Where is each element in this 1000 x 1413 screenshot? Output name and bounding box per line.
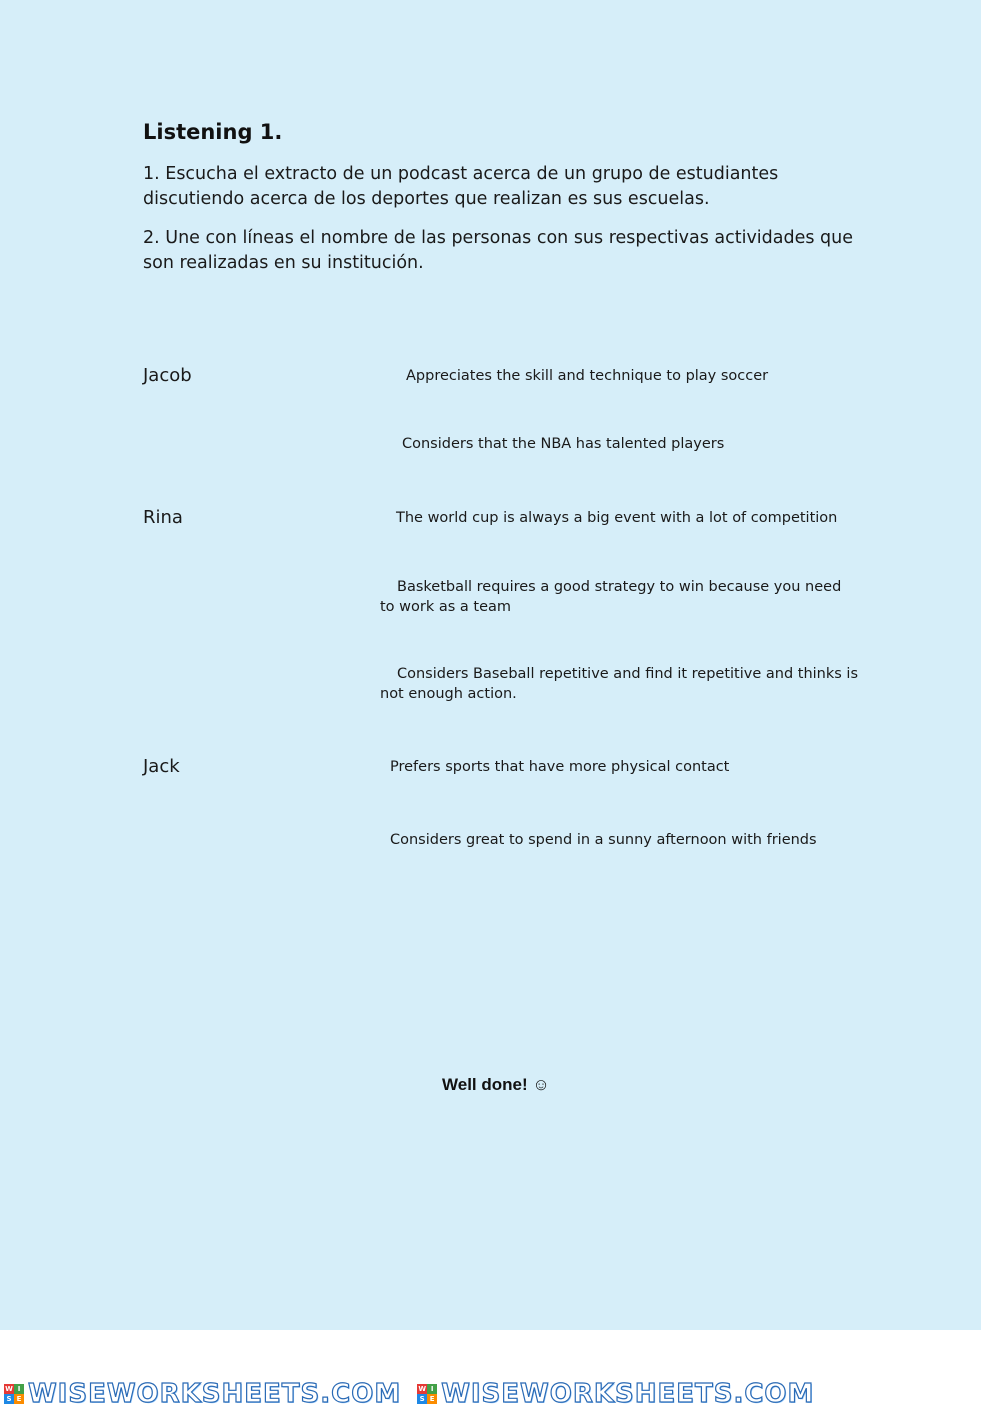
- name-rina: Rina: [143, 507, 183, 528]
- footer-wordmark: WISEWORKSHEETS.COM: [441, 1379, 815, 1409]
- footer-wordmark: WISEWORKSHEETS.COM: [28, 1379, 402, 1409]
- closing-message: Well done! ☺: [442, 1075, 550, 1094]
- footer-brand-2: [413, 1379, 814, 1409]
- page-title: Listening 1.: [143, 120, 283, 144]
- activity-world-cup: The world cup is always a big event with a lot of competition: [396, 510, 838, 526]
- footer-watermark: [0, 1378, 1000, 1410]
- wise-logo-icon: W I S E: [4, 1384, 24, 1404]
- name-jacob: Jacob: [143, 365, 192, 386]
- instruction-2: 2. Une con líneas el nombre de las personas con sus respectivas actividades que son realizadas en su institución.: [143, 228, 854, 273]
- activity-soccer-skill: Appreciates the skill and technique to play soccer: [406, 368, 769, 384]
- footer-brand-1: [0, 1379, 401, 1409]
- name-jack: Jack: [143, 756, 180, 777]
- activity-baseball-repetitive: Considers Baseball repetitive and find it repetitive and thinks is not enough action.: [380, 666, 859, 702]
- activity-physical-contact: Prefers sports that have more physical contact: [390, 759, 730, 775]
- instruction-1: 1. Escucha el extracto de un podcast acerca de un grupo de estudiantes discutiendo acerca de los deportes que realizan es sus escuelas.: [143, 164, 779, 209]
- activity-basketball-strategy: Basketball requires a good strategy to win because you need to work as a team: [380, 579, 842, 615]
- activity-nba-talent: Considers that the NBA has talented players: [402, 436, 725, 452]
- wise-logo-icon: W I S E: [417, 1384, 437, 1404]
- activity-sunny-afternoon: Considers great to spend in a sunny afternoon with friends: [390, 832, 817, 848]
